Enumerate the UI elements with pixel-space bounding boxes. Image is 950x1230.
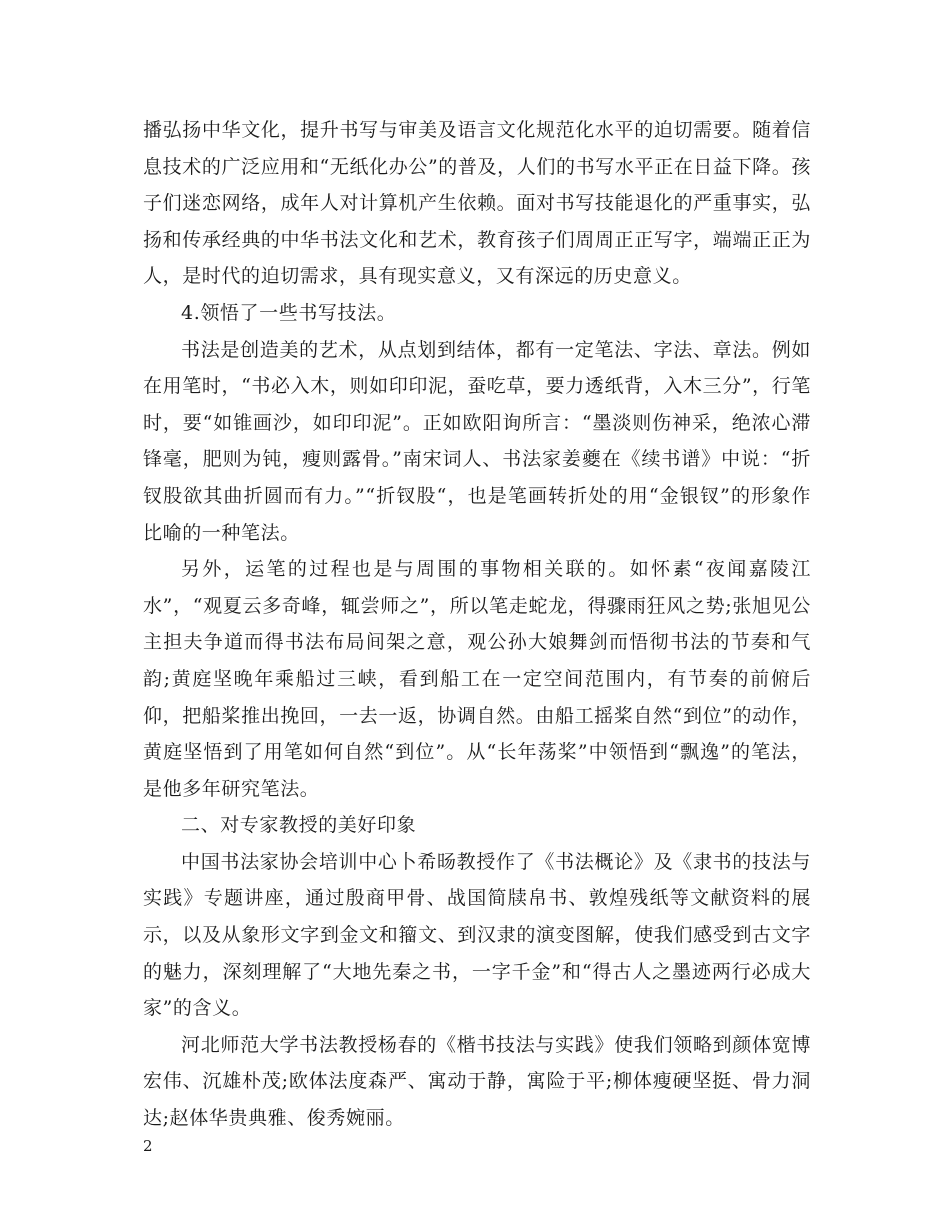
section-heading-2: 二、对专家教授的美好印象 — [181, 814, 417, 837]
body-text — [143, 112, 811, 1137]
paragraph-continuation: 播弘扬中华文化，提升书写与审美及语言文化规范化水平的迫切需要。随着信息技术的广泛应用和“无纸化办公”的普及，人们的书写水平正在日益下降。孩子们迷恋网络，成年人对计算机产生依赖。面对书写技能退化的严重事实，弘扬和传承经典的中华书法文化和艺术，教育孩子们周周正正写字，端端正正为人，是时代的迫切需求，具有现实意义，又有深远的历史意义。 — [143, 119, 811, 288]
paragraph-professor-yang: 河北师范大学书法教授杨春的《楷书技法与实践》使我们领略到颜体宽博宏伟、沉雄朴茂;欧体法度森严、寓动于静，寓险于平;柳体瘦硬坚挺、骨力洞达;赵体华贵典雅、俊秀婉丽。 — [143, 1033, 811, 1130]
paragraph-brush-process: 另外，运笔的过程也是与周围的事物相关联的。如怀素“夜闻嘉陵江水”，“观夏云多奇峰，辄尝师之”，所以笔走蛇龙，得骤雨狂风之势;张旭见公主担夫争道而得书法布局间架之意，观公孙大娘舞剑而悟彻书法的节奏和气韵;黄庭坚晚年乘船过三峡，看到船工在一定空间范围内，有节奏的前俯后仰，把船桨推出挽回，一去一返，协调自然。由船工摇桨自然“到位”的动作，黄庭坚悟到了用笔如何自然“到位”。从“长年荡桨”中领悟到“飘逸”的笔法，是他多年研究笔法。 — [143, 558, 811, 800]
page-number: 2 — [143, 1137, 153, 1155]
paragraph-brush-technique: 书法是创造美的艺术，从点划到结体，都有一定笔法、字法、章法。例如在用笔时，“书必入木，则如印印泥，蚕吃草，要力透纸背，入木三分”，行笔时，要“如锥画沙，如印印泥”。正如欧阳询所言：“墨淡则伤神采，绝浓心滞锋毫，肥则为钝，瘦则露骨。”南宋词人、书法家姜夔在《续书谱》中说：“折钗股欲其曲折圆而有力。”“折钗股“，也是笔画转折处的用“金银钗”的形象作比喻的一种笔法。 — [143, 338, 811, 544]
section-heading-4: 4.领悟了一些书写技法。 — [181, 301, 397, 324]
paragraph-professor-bu: 中国书法家协会培训中心卜希旸教授作了《书法概论》及《隶书的技法与实践》专题讲座，通过殷商甲骨、战国简牍帛书、敦煌残纸等文献资料的展示，以及从象形文字到金文和籀文、到汉隶的演变图解，使我们感受到古文字的魅力，深刻理解了“大地先秦之书，一字千金”和“得古人之墨迹两行必成大家”的含义。 — [143, 850, 811, 1020]
